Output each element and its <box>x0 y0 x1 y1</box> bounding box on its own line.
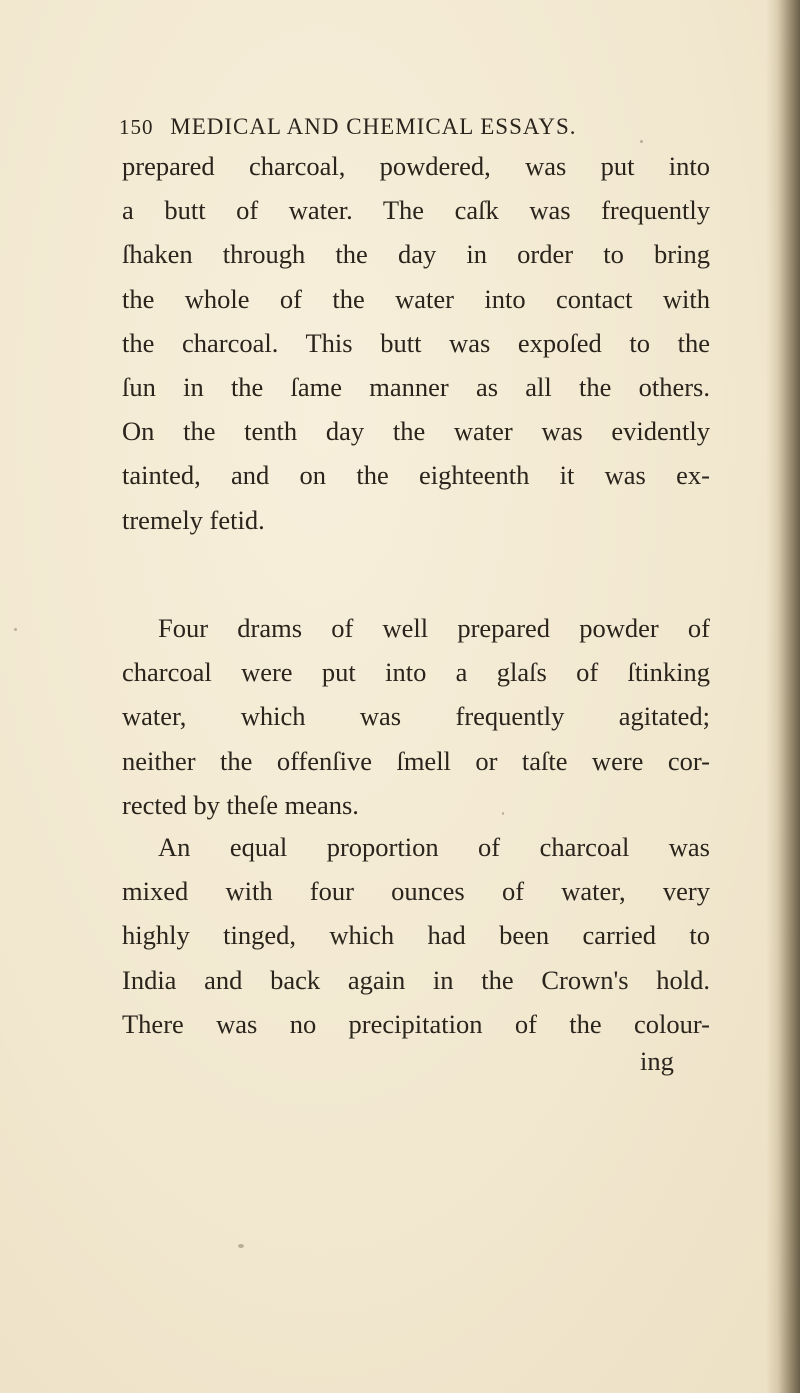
text-line: Four drams of well prepared powder of <box>158 613 710 643</box>
text-line: a butt of water. The caſk was frequently <box>122 195 710 226</box>
text-line: An equal proportion of charcoal was <box>158 832 710 862</box>
text-line: ſun in the ſame manner as all the others. <box>122 371 710 402</box>
catchword: ing <box>640 1046 674 1076</box>
text-line: On the tenth day the water was evidently <box>122 416 710 447</box>
text-line: prepared charcoal, powdered, was put into <box>122 151 710 181</box>
text-line: There was no precipitation of the colour- <box>122 1008 710 1039</box>
paper-speck <box>640 140 643 143</box>
paper-speck <box>238 1244 244 1248</box>
text-line: tremely fetid. <box>122 504 265 535</box>
page-header <box>119 114 679 146</box>
text-line: mixed with four ounces of water, very <box>122 876 710 907</box>
text-line: water, which was frequently agitated; <box>122 701 710 732</box>
page-number: 150 <box>119 115 154 139</box>
text-line: highly tinged, which had been carried to <box>122 920 710 951</box>
text-line: the whole of the water into contact with <box>122 283 710 314</box>
text-line: charcoal were put into a glaſs of ſtinking <box>122 657 710 688</box>
paragraph-1 <box>122 144 710 542</box>
paper-speck <box>502 812 504 815</box>
text-line: India and back again in the Crown's hold. <box>122 964 710 995</box>
paper-speck <box>14 628 17 631</box>
page-edge-shadow <box>766 0 800 1393</box>
paragraph-2 <box>122 606 710 827</box>
running-title: MEDICAL AND CHEMICAL ESSAYS. <box>170 114 577 139</box>
text-line: the charcoal. This butt was expoſed to the <box>122 327 710 358</box>
text-line: neither the offenſive ſmell or taſte were cor- <box>122 745 710 776</box>
text-line: ſhaken through the day in order to bring <box>122 239 710 270</box>
text-line: tainted, and on the eighteenth it was ex- <box>122 460 710 491</box>
text-line: rected by theſe means. <box>122 789 359 820</box>
paragraph-3 <box>122 825 710 1046</box>
